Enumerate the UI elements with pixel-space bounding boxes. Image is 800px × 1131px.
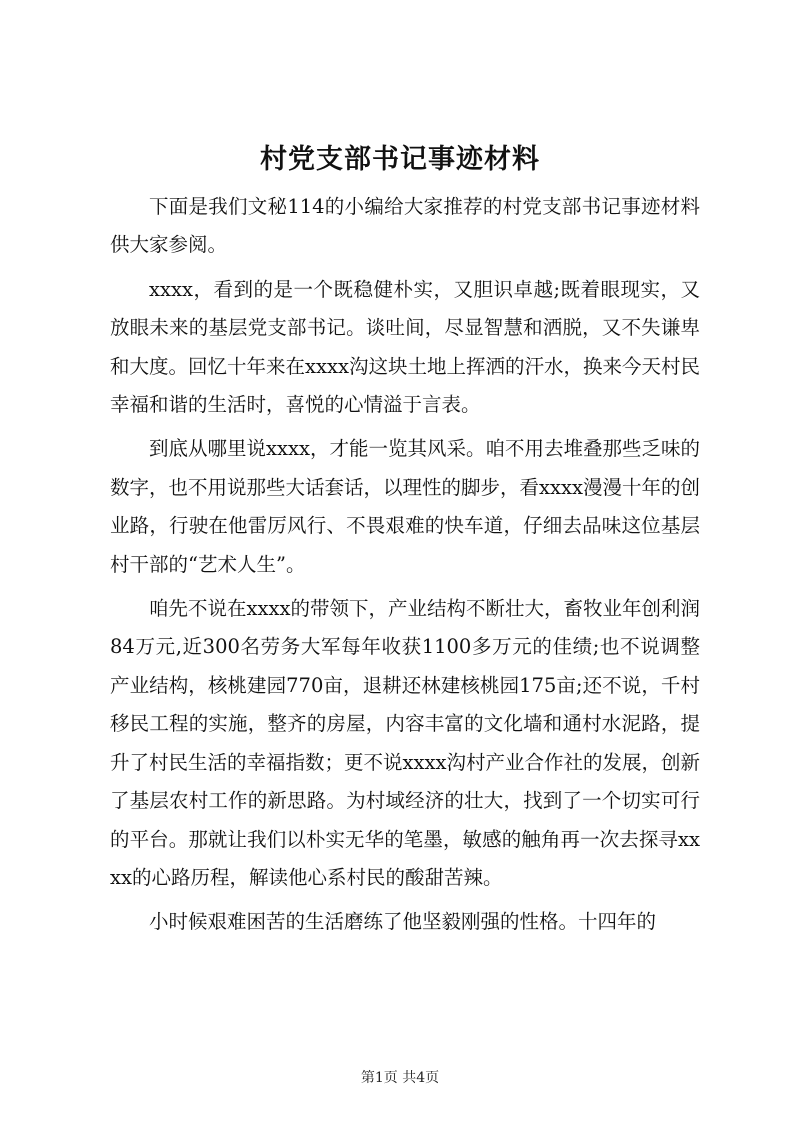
paragraph-childhood: 小时候艰难困苦的生活磨练了他坚毅刚强的性格。十四年的 bbox=[149, 910, 657, 934]
page-number-footer: 第1页 共4页 bbox=[360, 1070, 440, 1086]
paragraph-achievements: 咱先不说在xxxx的带领下，产业结构不断壮大，畜牧业年创利润84万元,近300名劳务大军每年收获1100多万元的佳绩;也不说调整产业结构，核桃建园770亩，退耕还林建核桃园175亩;还不说，千村移民工程的实施，整齐的房屋，内容丰富的文化墙和通村水泥路，提升了村民生活的幸福指数；更不说xxxx沟村产业合作社的发展，创新了基层农村工作的新思路。为村域经济的壮大，找到了一个切实可行的平台。那就让我们以朴实无华的笔墨，敏感的触角再一次去探寻xxxx的心路历程，解读他心系村民的酸甜苦辣。 bbox=[110, 597, 700, 889]
paragraph-intro: 下面是我们文秘114的小编给大家推荐的村党支部书记事迹材料供大家参阅。 bbox=[110, 195, 700, 257]
document-body bbox=[110, 188, 700, 948]
paragraph-character: xxxx，看到的是一个既稳健朴实，又胆识卓越;既着眼现实，又放眼未来的基层党支部书记。谈吐间，尽显智慧和洒脱，又不失谦卑和大度。回忆十年来在xxxx沟这块土地上挥洒的汗水，换来今天村民幸福和谐的生活时，喜悦的心情溢于言表。 bbox=[110, 277, 700, 417]
paragraph-approach: 到底从哪里说xxxx，才能一览其风采。咱不用去堆叠那些乏味的数字，也不用说那些大话套话，以理性的脚步，看xxxx漫漫十年的创业路，行驶在他雷厉风行、不畏艰难的快车道，仔细去品味这位基层村干部的“艺术人生”。 bbox=[110, 437, 700, 576]
document-title: 村党支部书记事迹材料 bbox=[260, 144, 540, 175]
